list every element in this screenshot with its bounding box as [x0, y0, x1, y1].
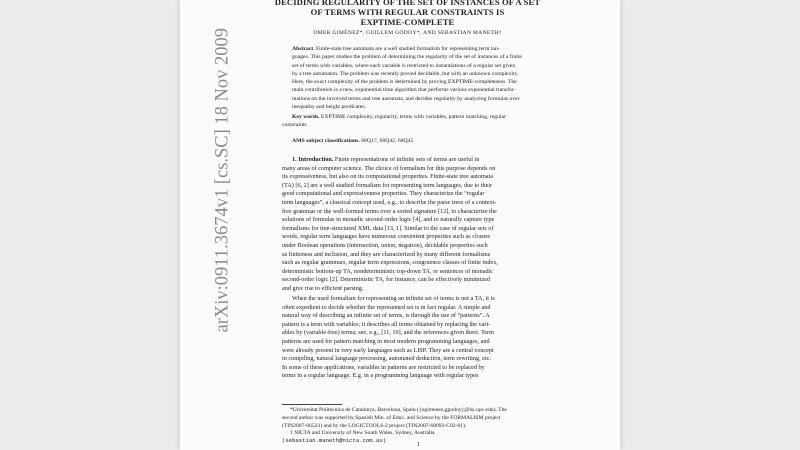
- page-number: 1: [417, 442, 420, 448]
- title-line: DECIDING REGULARITY OF THE SET OF INSTANCES OF A SET: [274, 0, 541, 7]
- introduction: 1. Introduction. Finite representations of infinite sets of terms are useful in many areas of computer science. The choice of formalism for this purpose depends on its expressiveness, but also on its computational properties. Finite-state tree automata (TA) [6, 2] are a well studied formalism for representing term languages, due to their good computational and expressiveness properties. They characterize the “regular term languages”, a classical concept used, e.g., to describe the parse trees of a context- free grammar or the well-formed terms over a sorted signature [12], to characterize the solutions of formulas in monadic second-order logic [4], and to naturally capture type formalisms for tree-structured XML data [13, 1]. Similar to the case of regular sets of words, regular term languages have numerous convenient properties such as closure under Boolean operations (intersection, union, negation), decidable properties such as finiteness and inclusion, and they are characterized by many different formalisms such as regular grammars, regular term expressions, congruence classes of finite index, deterministic bottom-up TA, nondeterministic top-down TA, or sentences of monadic second-order logic [2]. Deterministic TA, for instance, can be effectively minimized and give rise to efficient parsing.: [282, 156, 498, 292]
- footnote-rule: [282, 404, 342, 405]
- keywords-label: Key words.: [292, 114, 320, 120]
- authors: OMER GIMÉNEZ*, GUILLEM GODOY*, AND SEBASTIAN MANETH†: [313, 30, 502, 36]
- intro-heading: 1. Introduction.: [292, 156, 334, 163]
- title-line: EXPTIME-COMPLETE: [360, 17, 455, 27]
- ams-label: AMS subject classifications.: [292, 138, 360, 144]
- abstract-label: Abstract.: [292, 46, 315, 52]
- arxiv-stamp: arXiv:0911.3674v1 [cs.SC] 18 Nov 2009: [212, 27, 233, 333]
- footnotes: *Universitat Politècnica de Catalunya, Barcelona, Spain ({ogimenez,ggodoy}@lsi.upc.edu). The second author was supported by Spanish Min. of Educ. and Science by the FORMALISM project (TIN2007-66523) and by the LOGICTOOLS-2 project (TIN2007-68093-C02-01). † NICTA and University of New South Wales, Sydney, Australia (sebastian.maneth@nicta.com.au): [282, 407, 507, 445]
- keywords: Key words. EXPTIME complexity, regularity, terms with variables, pattern matching, regular constraints: [282, 114, 506, 129]
- paragraph-patterns: When the used formalism for representing an infinite set of terms is not a TA, it is often expedient to decide whether the represented set is in fact regular. A simple and natural way of describing an infinite set of terms, is through the use of “patterns”. A pattern is a term with variables; it describes all terms obtained by replacing the vari- ables by (variable-free) terms; see, e.g., [11, 10], and the references given there. Term patterns are used for pattern matching in most modern programming languages, and were already present in very early languages such as LISP. They are a central concept in compiling, natural language processing, automated deduction, term rewriting, etc. In some of these applications, variables in patterns are restricted to be replaced by terms in a regular language. E.g. in a programming language with regular types: [282, 295, 495, 380]
- title-line: OF TERMS WITH REGULAR CONSTRAINTS IS: [310, 7, 505, 17]
- ams-classification: AMS subject classifications. 68Q17, 68Q42, 68Q45: [292, 138, 414, 144]
- abstract: Abstract. Finite-state tree automata are a well studied formalism for representing term lan- guages. This paper studies the problem of determining the regularity of the set of instances of a finite set of terms with variables, where each variable is restricted to instantiations of a regular set given by a tree automaton. The problem was recently proved decidable, but with an unknown complexity. Here, the exact complexity of the problem is determined by proving EXPTIME-completeness. The main contribution is a new, exponential time algorithm that performs various exponential transfor- mations on the involved terms and tree automata, and decides regularity by analyzing formulas over inequality and height predicates.: [292, 46, 522, 111]
